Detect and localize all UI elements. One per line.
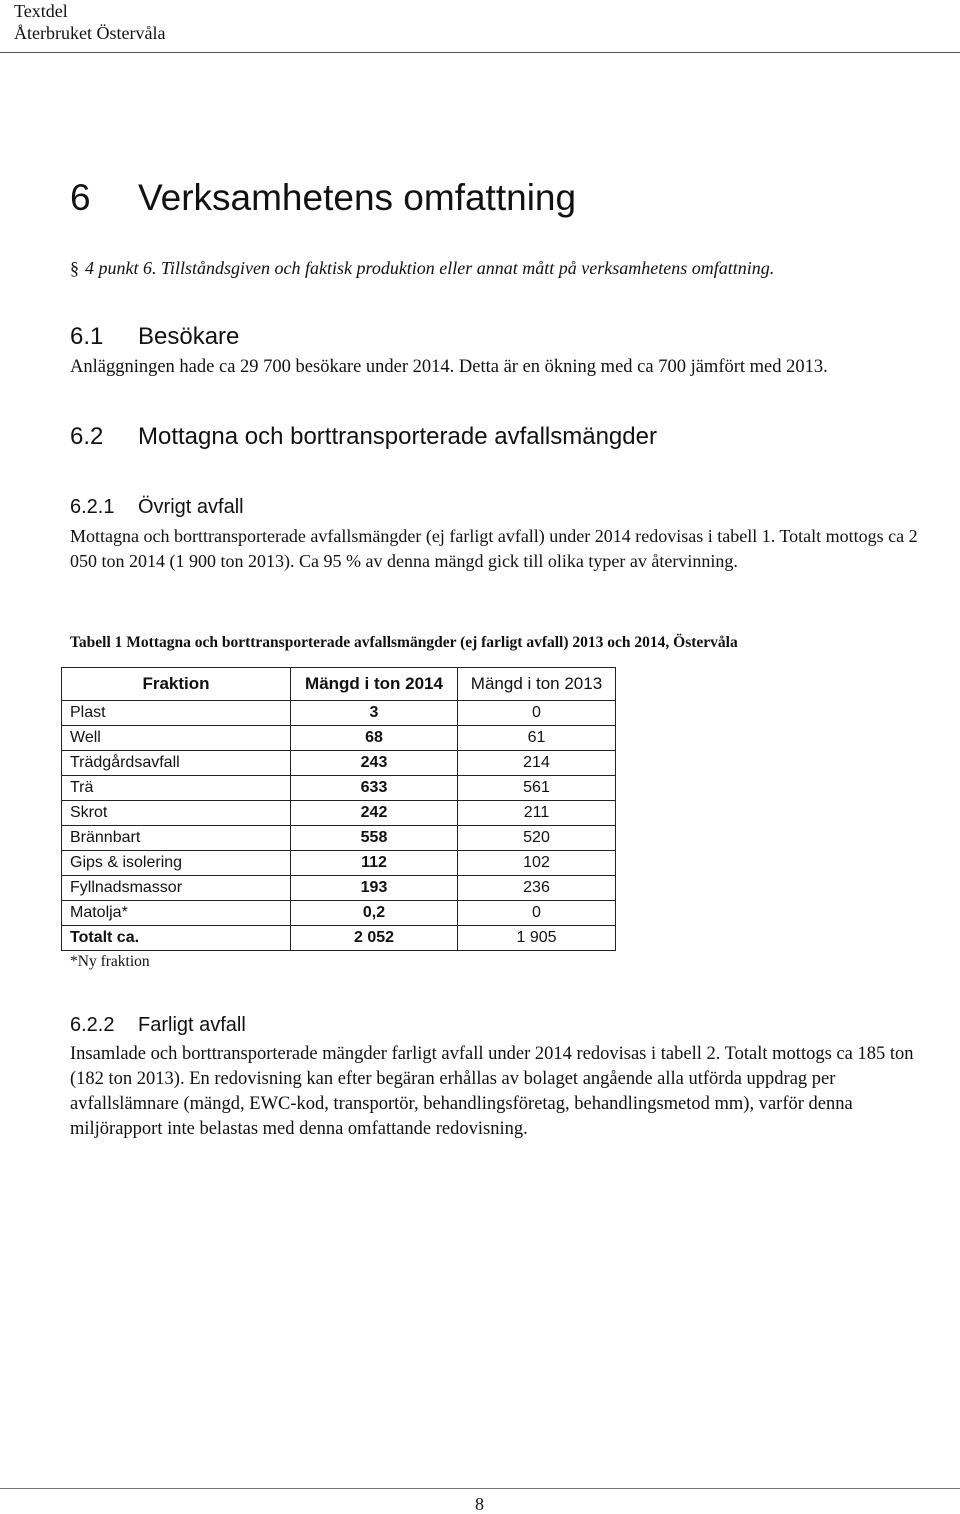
table-row	[62, 776, 616, 801]
amount-2014-cell: 633	[291, 776, 458, 801]
fraction-cell: Brännbart	[62, 826, 291, 851]
amount-2013-cell: 211	[458, 801, 616, 826]
amount-2013-cell: 236	[458, 876, 616, 901]
header-doc-type: Textdel	[14, 1, 68, 21]
table-row	[62, 851, 616, 876]
fraction-cell: Skrot	[62, 801, 291, 826]
header-facility: Återbruket Östervåla	[14, 23, 166, 43]
fraction-cell: Well	[62, 726, 291, 751]
column-header: Mängd i ton 2013	[458, 668, 616, 701]
table-total-row	[62, 926, 616, 951]
amount-2014-cell: 0,2	[291, 901, 458, 926]
table-row	[62, 726, 616, 751]
table-row	[62, 876, 616, 901]
footer-divider	[0, 1488, 960, 1489]
amount-2013-cell: 561	[458, 776, 616, 801]
table-row	[62, 801, 616, 826]
section-6-2-2-body: Insamlade och borttransporterade mängder farligt avfall under 2014 redovisas i tabell 2. Totalt mottogs ca 185 ton (182 ton 2013). En redovisning kan efter begäran erhållas av bolaget angående alla utförda uppdrag per avfallslämnare (mängd, EWC-kod, transportör, behandlingsföretag, behandlingsmetod mm), varför denna miljörapport inte belastas med denna omfattande redovisning.	[70, 1044, 914, 1139]
page-number: 8	[475, 1494, 484, 1514]
section-number: 6.2	[70, 423, 104, 450]
section-6-2-2-heading	[70, 1012, 246, 1038]
section-title: Farligt avfall	[138, 1014, 246, 1036]
header-divider	[0, 52, 960, 53]
legal-reference-text: 4 punkt 6. Tillståndsgiven och faktisk produktion eller annat mått på verksamhetens omfattning.	[85, 258, 775, 278]
section-6-1-heading	[70, 322, 239, 352]
fraction-cell: Fyllnadsmassor	[62, 876, 291, 901]
fraction-cell: Gips & isolering	[62, 851, 291, 876]
waste-table	[61, 667, 616, 951]
amount-2013-cell: 1 905	[458, 926, 616, 951]
amount-2013-cell: 61	[458, 726, 616, 751]
table-row	[62, 901, 616, 926]
section-title: Mottagna och borttransporterade avfallsmängder	[138, 423, 657, 450]
section-number: 6.2.2	[70, 1014, 115, 1036]
section-6-2-1-heading	[70, 494, 244, 520]
amount-2014-cell: 242	[291, 801, 458, 826]
table-row	[62, 826, 616, 851]
amount-2014-cell: 558	[291, 826, 458, 851]
section-6-2-1-body: Mottagna och borttransporterade avfallsmängder (ej farligt avfall) under 2014 redovisas i tabell 1. Totalt mottogs ca 2 050 ton 2014 (1 900 ton 2013). Ca 95 % av denna mängd gick till olika typer av återvinning.	[70, 526, 918, 571]
fraction-cell: Matolja*	[62, 901, 291, 926]
section-number: 6.1	[70, 323, 104, 350]
amount-2013-cell: 0	[458, 701, 616, 726]
section-title: Övrigt avfall	[138, 496, 244, 518]
amount-2014-cell: 68	[291, 726, 458, 751]
section-6-1-body: Anläggningen hade ca 29 700 besökare under 2014. Detta är en ökning med ca 700 jämfört med 2013.	[70, 357, 828, 377]
amount-2013-cell: 0	[458, 901, 616, 926]
amount-2014-cell: 2 052	[291, 926, 458, 951]
section-6-heading	[70, 176, 576, 220]
table-caption: Tabell 1 Mottagna och borttransporterade avfallsmängder (ej farligt avfall) 2013 och 2014, Östervåla	[70, 634, 738, 651]
section-title: Besökare	[138, 323, 240, 350]
table-row	[62, 751, 616, 776]
column-header: Mängd i ton 2014	[291, 668, 458, 701]
fraction-cell: Trädgårdsavfall	[62, 751, 291, 776]
section-number: 6.2.1	[70, 496, 115, 518]
column-header: Fraktion	[62, 668, 291, 701]
amount-2014-cell: 3	[291, 701, 458, 726]
section-6-2-heading	[70, 422, 657, 452]
amount-2014-cell: 193	[291, 876, 458, 901]
table-header-row	[62, 668, 616, 701]
table-row	[62, 701, 616, 726]
table-footnote: *Ny fraktion	[70, 953, 150, 970]
paragraph-sign-icon: §	[70, 258, 79, 278]
section-number: 6	[70, 177, 91, 218]
legal-reference	[70, 256, 774, 280]
page-header	[14, 0, 165, 44]
amount-2013-cell: 520	[458, 826, 616, 851]
fraction-cell: Totalt ca.	[62, 926, 291, 951]
amount-2014-cell: 112	[291, 851, 458, 876]
amount-2013-cell: 214	[458, 751, 616, 776]
amount-2013-cell: 102	[458, 851, 616, 876]
fraction-cell: Plast	[62, 701, 291, 726]
section-title: Verksamhetens omfattning	[138, 177, 577, 218]
amount-2014-cell: 243	[291, 751, 458, 776]
fraction-cell: Trä	[62, 776, 291, 801]
